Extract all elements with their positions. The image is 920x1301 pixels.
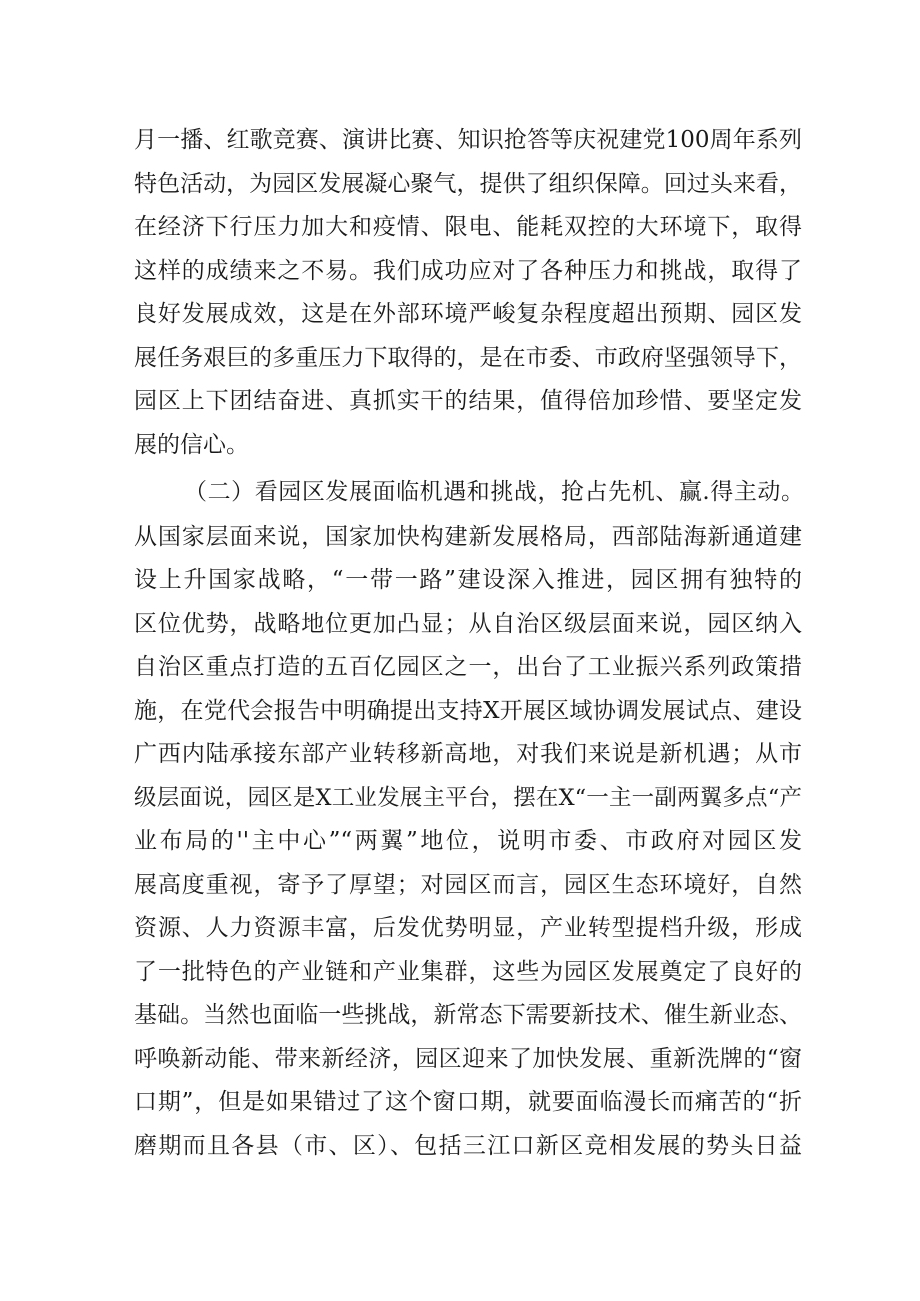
paragraph-1-line-4: 这样的成绩来之不易。我们成功应对了各种压力和挑战，取得了: [134, 258, 802, 284]
paragraph-1-line-2: 特色活动，为园区发展凝心聚气，提供了组织保障。回过头来看，: [134, 171, 802, 197]
paragraph-2-line-3: 设上升国家战略，“一带一路”建设深入推进，园区拥有独特的: [134, 567, 802, 593]
paragraph-2-line-10: 展高度重视，寄予了厚望；对园区而言，园区生态环境好，自然: [134, 872, 802, 898]
paragraph-2-line-13: 基础。当然也面临一些挑战，新常态下需要新技术、催生新业态、: [134, 1002, 802, 1028]
paragraph-1-line-3: 在经济下行压力加大和疫情、限电、能耗双控的大环境下，取得: [134, 214, 802, 240]
paragraph-2-line-5: 自治区重点打造的五百亿园区之一，出台了工业振兴系列政策措: [134, 654, 802, 680]
section-heading-2: （二）看园区发展面临机遇和挑战，抢占先机、赢.得主动。: [184, 479, 804, 505]
paragraph-2-line-15: 口期”，但是如果错过了这个窗口期，就要面临漫长而痛苦的“折: [134, 1089, 802, 1115]
paragraph-2-line-4: 区位优势，战略地位更加凸显；从自治区级层面来说，园区纳入: [134, 611, 802, 637]
paragraph-1-line-6: 展任务艰巨的多重压力下取得的，是在市委、市政府坚强领导下，: [134, 345, 802, 371]
paragraph-2-line-8: 级层面说，园区是X工业发展主平台，摆在X“一主一副两翼多点“产: [134, 785, 802, 811]
paragraph-2-line-6: 施，在党代会报告中明确提出支持X开展区域协调发展试点、建设: [134, 698, 802, 724]
paragraph-1-line-8: 展的信心。: [134, 432, 249, 458]
paragraph-2-line-2: 从国家层面来说，国家加快构建新发展格局，西部陆海新通道建: [134, 524, 802, 550]
paragraph-2-line-11: 资源、人力资源丰富，后发优势明显，产业转型提档升级，形成: [134, 915, 802, 941]
paragraph-2-line-16: 磨期而且各县（市、区）、包括三江口新区竞相发展的势头日益: [134, 1133, 802, 1159]
paragraph-1-line-5: 良好发展成效，这是在外部环境严峻复杂程度超出预期、园区发: [134, 301, 802, 327]
paragraph-2-line-7: 广西内陆承接东部产业转移新高地，对我们来说是新机遇；从市: [134, 741, 802, 767]
paragraph-1-line-7: 园区上下团结奋进、真抓实干的结果，值得倍加珍惜、要坚定发: [134, 388, 802, 414]
paragraph-2-line-12: 了一批特色的产业链和产业集群，这些为园区发展奠定了良好的: [134, 959, 802, 985]
paragraph-1-line-1: 月一播、红歌竞赛、演讲比赛、知识抢答等庆祝建党100周年系列: [134, 127, 802, 153]
paragraph-2-line-9: 业布局的''主中心”“两翼”地位，说明市委、市政府对园区发: [134, 828, 802, 854]
paragraph-2-line-14: 呼唤新动能、带来新经济，园区迎来了加快发展、重新洗牌的“窗: [134, 1046, 802, 1072]
